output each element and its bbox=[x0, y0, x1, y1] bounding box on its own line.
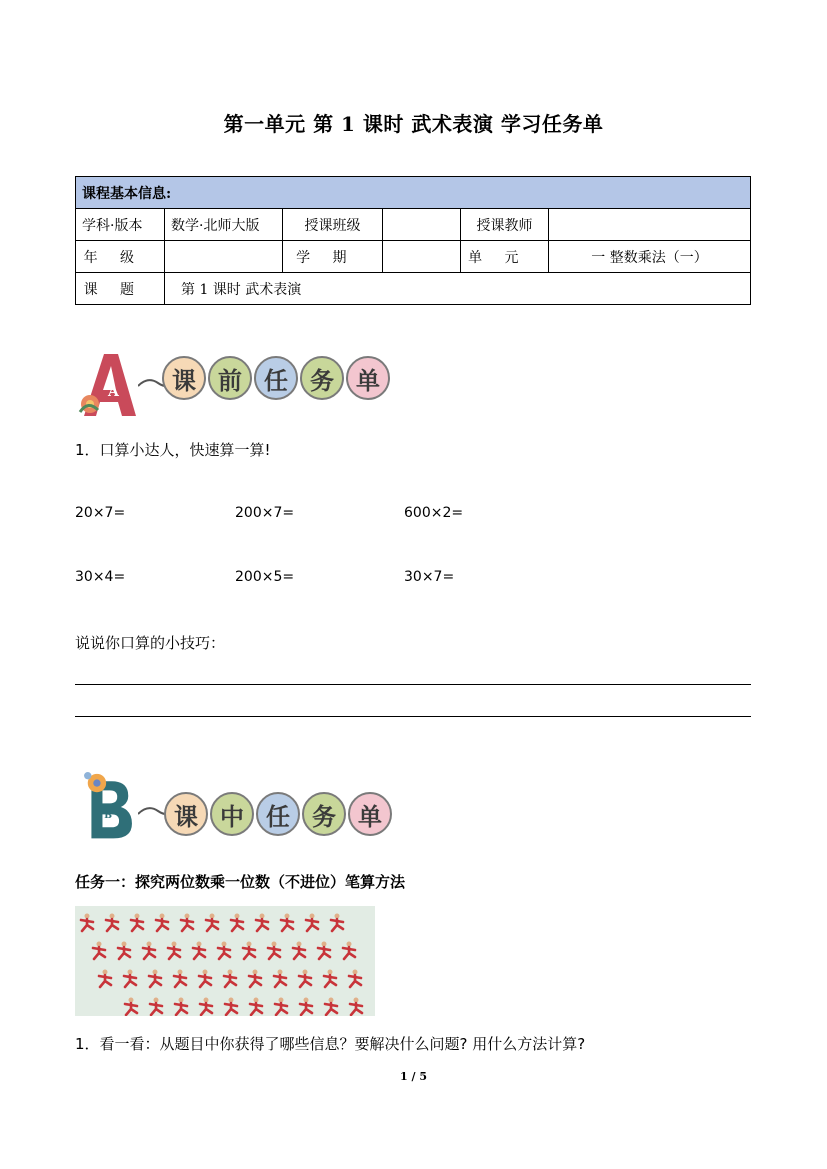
question-1-mental-math: 1．口算小达人，快速算一算! bbox=[75, 441, 271, 459]
banner-b-char-5: 单 bbox=[348, 792, 392, 836]
unit-label: 单元 bbox=[468, 249, 541, 266]
performer-figure bbox=[124, 970, 136, 988]
pre-class-task-banner bbox=[78, 350, 408, 422]
task-1-heading: 任务一：探究两位数乘一位数（不进位）笔算方法 bbox=[75, 873, 406, 891]
page-title: 第一单元 第 1 课时 武术表演 学习任务单 bbox=[223, 112, 604, 136]
letter-a-icon bbox=[78, 350, 138, 420]
performer-figure bbox=[281, 914, 293, 932]
calc-item: 200×7= bbox=[235, 505, 295, 521]
banner-a-char-5: 单 bbox=[346, 356, 390, 400]
performer-figure bbox=[256, 914, 268, 932]
performer-figure bbox=[131, 914, 143, 932]
question-1-observe: 1．看一看：从题目中你获得了哪些信息？要解决什么问题? 用什么方法计算? bbox=[75, 1035, 586, 1053]
answer-line[interactable] bbox=[75, 684, 751, 685]
svg-text:A: A bbox=[108, 384, 119, 400]
performer-figure bbox=[150, 998, 162, 1016]
performer-figure bbox=[200, 998, 212, 1016]
calc-item: 200×5= bbox=[235, 569, 295, 585]
performer-figure bbox=[350, 998, 362, 1016]
term-label: 学期 bbox=[296, 249, 369, 266]
performer-figure bbox=[249, 970, 261, 988]
tips-prompt: 说说你口算的小技巧： bbox=[75, 634, 226, 652]
answer-line[interactable] bbox=[75, 716, 751, 717]
performer-figure bbox=[99, 970, 111, 988]
performer-figure bbox=[81, 914, 93, 932]
in-class-task-banner bbox=[78, 772, 408, 848]
performer-figure bbox=[300, 998, 312, 1016]
performer-figure bbox=[331, 914, 343, 932]
performer-figure bbox=[224, 970, 236, 988]
page-number: 1 / 5 bbox=[400, 1070, 427, 1083]
performer-figure bbox=[125, 998, 137, 1016]
banner-b-char-1: 课 bbox=[164, 792, 208, 836]
banner-b-char-4: 务 bbox=[302, 792, 346, 836]
banner-a-char-2: 前 bbox=[208, 356, 252, 400]
performers-illustration bbox=[75, 906, 375, 1016]
banner-a-char-4: 务 bbox=[300, 356, 344, 400]
performer-figure bbox=[168, 942, 180, 960]
performer-figure bbox=[175, 998, 187, 1016]
performer-figure bbox=[268, 942, 280, 960]
performer-figure bbox=[156, 914, 168, 932]
teacher-label: 授课教师 bbox=[461, 209, 549, 241]
performer-figure bbox=[275, 998, 287, 1016]
performer-figure bbox=[349, 970, 361, 988]
performer-figure bbox=[149, 970, 161, 988]
performer-figure bbox=[225, 998, 237, 1016]
course-info-table bbox=[75, 176, 751, 305]
calc-item: 30×7= bbox=[404, 569, 455, 585]
performer-figure bbox=[318, 942, 330, 960]
letter-b-icon bbox=[78, 772, 138, 842]
term-value[interactable] bbox=[383, 241, 461, 273]
performer-figure bbox=[106, 914, 118, 932]
grade-label: 年级 bbox=[83, 249, 157, 266]
performer-figure bbox=[293, 942, 305, 960]
performer-figure bbox=[250, 998, 262, 1016]
class-label: 授课班级 bbox=[283, 209, 383, 241]
banner-a-char-3: 任 bbox=[254, 356, 298, 400]
banner-b-char-2: 中 bbox=[210, 792, 254, 836]
performer-figure bbox=[174, 970, 186, 988]
topic-value: 第 1 课时 武术表演 bbox=[165, 273, 751, 305]
class-value[interactable] bbox=[383, 209, 461, 241]
performer-figure bbox=[93, 942, 105, 960]
performer-figure bbox=[181, 914, 193, 932]
course-info-header: 课程基本信息: bbox=[76, 177, 751, 209]
topic-label: 课题 bbox=[83, 281, 157, 298]
performer-figure bbox=[206, 914, 218, 932]
performer-figure bbox=[243, 942, 255, 960]
performer-figure bbox=[143, 942, 155, 960]
performer-figure bbox=[274, 970, 286, 988]
banner-a-char-1: 课 bbox=[162, 356, 206, 400]
performer-figure bbox=[118, 942, 130, 960]
martial-arts-performers-image bbox=[75, 906, 375, 1016]
unit-value: 一 整数乘法（一） bbox=[549, 241, 751, 273]
performer-figure bbox=[299, 970, 311, 988]
performer-figure bbox=[306, 914, 318, 932]
performer-figure bbox=[199, 970, 211, 988]
performer-figure bbox=[324, 970, 336, 988]
svg-text:B: B bbox=[104, 810, 113, 822]
teacher-value[interactable] bbox=[549, 209, 751, 241]
subject-label: 学科·版本 bbox=[76, 209, 165, 241]
performer-figure bbox=[343, 942, 355, 960]
performer-figure bbox=[218, 942, 230, 960]
grade-value[interactable] bbox=[165, 241, 283, 273]
performer-figure bbox=[193, 942, 205, 960]
performer-figure bbox=[231, 914, 243, 932]
performer-figure bbox=[325, 998, 337, 1016]
calc-item: 30×4= bbox=[75, 569, 126, 585]
subject-value: 数学·北师大版 bbox=[165, 209, 283, 241]
calc-item: 20×7= bbox=[75, 505, 126, 521]
calc-item: 600×2= bbox=[404, 505, 464, 521]
banner-b-char-3: 任 bbox=[256, 792, 300, 836]
